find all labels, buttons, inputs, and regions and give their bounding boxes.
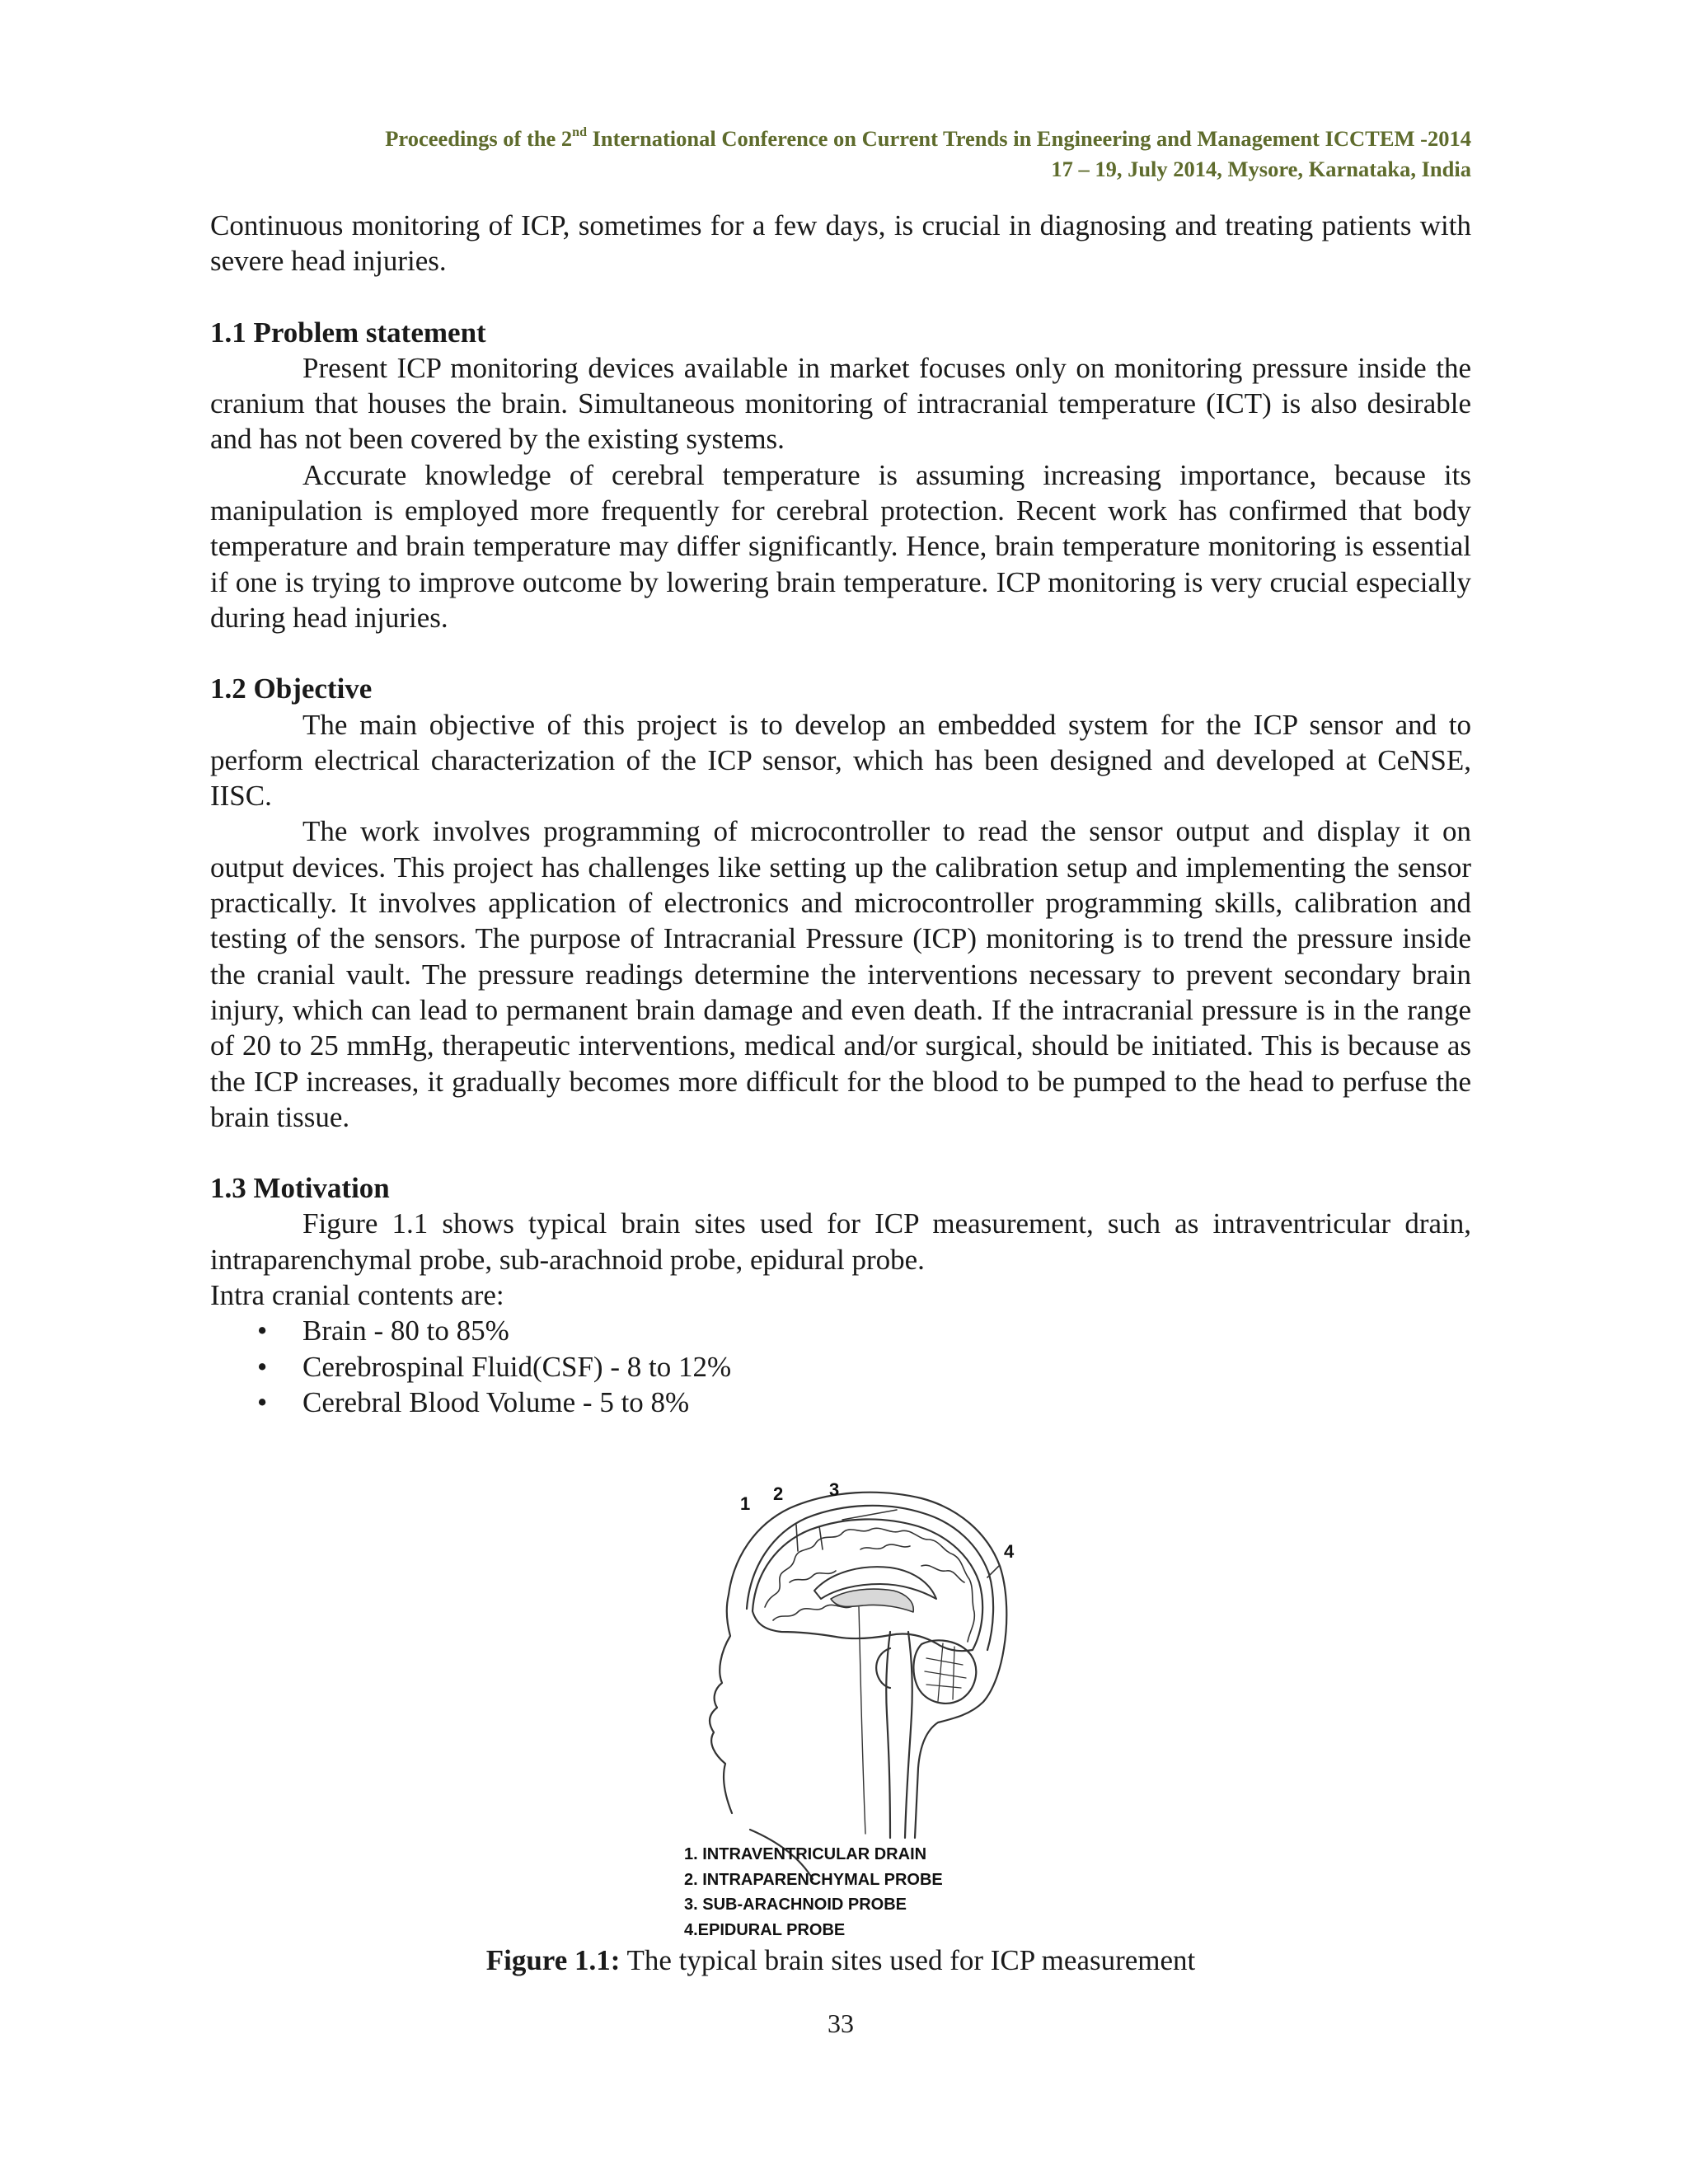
marker-4: 4 (1004, 1541, 1015, 1562)
section-heading-problem-statement: 1.1 Problem statement (210, 316, 486, 349)
probe-line-4 (987, 1566, 999, 1577)
skull-inner (747, 1506, 993, 1650)
header-line-1-suffix: International Conference on Current Trends in Engineering and Management ICCTEM -2014 (586, 126, 1471, 151)
probe-line-1 (796, 1525, 798, 1551)
brainstem (886, 1632, 890, 1838)
ventricle (831, 1589, 913, 1612)
probe-line-3 (842, 1510, 897, 1520)
list-item (210, 1385, 1471, 1420)
bullet-marker: • (257, 1385, 268, 1418)
list-item (210, 1313, 1471, 1348)
bullet-marker: • (257, 1315, 268, 1347)
list-item-text: Brain - 80 to 85% (302, 1315, 509, 1347)
bullet-marker: • (257, 1350, 268, 1383)
list-item (210, 1349, 1471, 1385)
caption-text: The typical brain sites used for ICP measurement (620, 1944, 1196, 1976)
legend-item: 1. INTRAVENTRICULAR DRAIN (684, 1845, 927, 1863)
drain-line (859, 1607, 865, 1834)
motivation-paragraph-1: Figure 1.1 shows typical brain sites used for ICP measurement, such as intraventricular drain, intraparenchymal probe, sub-arachnoid probe, epidural probe. (210, 1207, 1471, 1276)
intracranial-contents-list (210, 1313, 1471, 1420)
list-item-text: Cerebral Blood Volume - 5 to 8% (302, 1385, 690, 1418)
list-item-text: Cerebrospinal Fluid(CSF) - 8 to 12% (302, 1350, 732, 1383)
running-header (210, 124, 1471, 185)
cerebellum (913, 1640, 976, 1703)
header-line-1 (210, 124, 1471, 154)
list-intro: Intra cranial contents are: (210, 1279, 504, 1312)
legend-item: 4.EPIDURAL PROBE (684, 1920, 846, 1939)
problem-paragraph-2: Accurate knowledge of cerebral temperature is assuming increasing importance, because its manipulation is employed more frequently for cerebral protection. Recent work has confirmed that body temperature and brain temperature may differ significantly. Hence, brain temperature monitoring is essential if one is trying to improve outcome by lowering brain temperature. ICP monitoring is very crucial especially during head injuries. (210, 458, 1471, 634)
intro-paragraph: Continuous monitoring of ICP, sometimes for a few days, is crucial in diagnosing and treating patients with severe head injuries. (210, 209, 1471, 278)
caption-label: Figure 1.1: (485, 1944, 621, 1976)
header-superscript: nd (572, 125, 587, 140)
problem-paragraph-1: Present ICP monitoring devices available in market focuses only on monitoring pressure inside the cranium that houses the brain. Simultaneous monitoring of intracranial temperature (ICT) is also desirable and has not been covered by the existing systems. (210, 351, 1471, 456)
objective-paragraph-1: The main objective of this project is to develop an embedded system for the ICP sensor and to perform electrical characterization of the ICP sensor, which has been designed and developed at CeNSE, IISC. (210, 708, 1471, 813)
marker-1: 1 (740, 1493, 751, 1514)
page-number: 33 (828, 2008, 854, 2038)
figure-caption (210, 1943, 1471, 1978)
header-line-1-prefix: Proceedings of the 2 (385, 126, 573, 151)
marker-2: 2 (773, 1483, 784, 1504)
page-body (210, 208, 1471, 1420)
objective-paragraph-2: The work involves programming of microcontroller to read the sensor output and display it on output devices. This project has challenges like setting up the calibration setup and implementing the sensor practically. It involves application of electronics and microcontroller programming skills, calibration and testing of the sensors. The purpose of Intracranial Pressure (ICP) monitoring is to trend the pressure inside the cranial vault. The pressure readings determine the interventions necessary to prevent secondary brain injury, which can lead to permanent brain damage and even death. If the intracranial pressure is in the range of 20 to 25 mmHg, therapeutic interventions, medical and/or surgical, should be initiated. This is because as the ICP increases, it gradually becomes more difficult for the blood to be pumped to the head to perfuse the brain tissue. (210, 815, 1471, 1133)
header-line-2: 17 – 19, July 2014, Mysore, Karnataka, India (1051, 157, 1471, 181)
legend-item: 2. INTRAPARENCHYMAL PROBE (684, 1870, 943, 1889)
figure-legend (684, 1842, 943, 1943)
marker-3: 3 (829, 1479, 840, 1500)
section-heading-motivation: 1.3 Motivation (210, 1172, 390, 1205)
section-heading-objective: 1.2 Objective (210, 673, 373, 705)
legend-item: 3. SUB-ARACHNOID PROBE (684, 1896, 907, 1914)
